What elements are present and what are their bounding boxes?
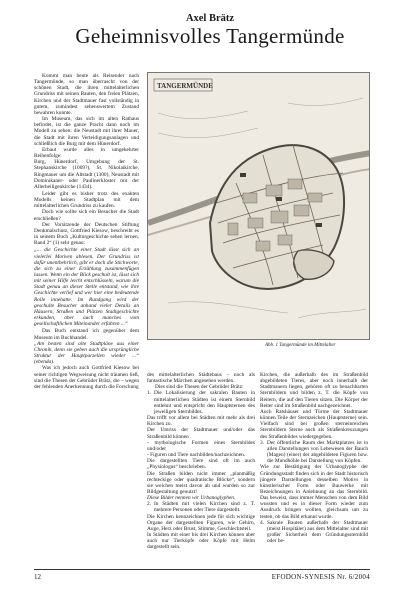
map-title: TANGERMÜNDE [157, 82, 213, 90]
paragraph: Der Umriss der Stadtmauer und/oder das Straßenbild können [147, 427, 255, 440]
paragraph: Die dargestellten Tiere sind oft im auch „Physiologus“ beschrieben. [147, 458, 255, 471]
paragraph: Das trifft vor allem bei Städten mit mehr als drei Kirchen zu. [147, 415, 255, 428]
list-number: 3. [260, 439, 265, 446]
paragraph: Dies sind die Thesen der Gebrüder Brätz: [155, 384, 244, 391]
paragraph: Das Buch entstand ich gegenüber dem Museum im Buchhandel. [34, 328, 139, 341]
paragraph: In Städten mit einer bis drei Kirchen können aber auch nur Tierköpfe oder Köpfe mit Helm dargestellt sein. [147, 532, 255, 551]
column-2 [147, 372, 255, 568]
paragraph: Wie zur Bestätigung der Urbanoglyphe der Gründungsstadt finden sich in der Stadt historisch jüngere Darstellungen desselben Motivs in künstlerischer Form oder Bauwerke mit Bezeichnungen in Anlehnung an das Sternbild. Das beweist, dass immer Menschen von dem Bild wussten und es in dieser Form wieder zum Ausdruck bringen wollten, gleichsam um zu testen, ob das Bild erkannt wurde. [260, 464, 368, 520]
paragraph: „Am besten sind alte Stadtpläne aus einer Chronik, denn sie geben auch die ursprüngliche Struktur der Hauptparzellen wieder ...“ (ebenda). [34, 340, 139, 366]
list-number: 1. [147, 390, 152, 397]
paragraph: - mythologische Formen eines Sternbildes und/oder [147, 439, 255, 452]
map-illustration [148, 73, 370, 340]
paragraph: Im Museum, das sich im alten Rathaus befindet, ist die ganze Pracht dann noch im Modell zu sehen: die Neustadt mit ihrer Mauer, die Stadt mit ihren Verteidigungsanlagen und schließlich die Burg mit dem Hünerdorf. [34, 116, 139, 147]
paragraph: Kirchen, die außerhalb des im Straßenbild abgebildeten Tieres, aber noch innerhalb der Stadtmauern liegen, gehören oft zu benachbarten Sternbildern und bilden z. T. die Köpfe von Reitern, die auf den Tieren sitzen. Die Körper der Reiter sind im Straßenbild nachgezeichnet. [260, 372, 368, 409]
paragraph: Die Kirchen kennzeichnen jede für sich wichtige Organe der dargestellten Figuren, wie Gehirn, Auge, Herz oder Brust, Stimme, Geschlechtsteil. [147, 513, 255, 532]
paragraph: Auch Ratshäuser und Türme der Stadtmauer können Teile der Sternzeichen (Hauptsterne) sein. Vielfach sind bei großen sterneinreichen Sternbildern Sterne auch als Straßenkreuzungen des Straßenbildes wiedergegeben. [260, 408, 368, 440]
paragraph: des mittelalterlichen Städtebaus – noch als fantastische Märchen angesehen werden. [147, 372, 255, 385]
paragraph: Kommt man heute als Reisender nach Tangermünde, so man überrascht von der schönen Stadt, die ihren mittelalterlichen Grundriss mit seinen Bauten, den freien Plätzen, Kirchen und der Stadtmauer fast vollständig in gutem, zumindest sehenswertem Zustand bewahren konnte. [34, 73, 139, 116]
column-1 [34, 73, 139, 568]
list-item [147, 501, 255, 513]
paragraph: Doch wie sollte sich ein Besucher die Stadt erschließen? [34, 209, 139, 222]
column-3 [260, 372, 368, 568]
journal-info: EFODON-SYNESIS Nr. 6/2004 [271, 573, 370, 581]
paragraph: Die Straßen bilden nicht immer „planmäßig rechteckige oder quadratische Blöcke“, sondern sie weichen meist davon ab und wurden so zur Bildgestaltung genutzt! [147, 470, 255, 495]
paragraph: Burg, Hünerdorf, Umgebung der St. Stephanskirche (1009?), St. Nikolaikirche, Ringmauer um die Altstadt (1300), Neustadt mit Dominikaner- oder Paulinerkloster mit der Allerheiligenkirche (1434). [34, 159, 139, 190]
paragraph: Was ich jedoch auch Gottfried Kiesow bei seiner richtigen Wegweisung nicht träumen ließ, sind die Thesen der Gebrüder Brätz, die – wegen der fehlenden Anerkennung durch die Forschung [34, 365, 139, 390]
list-text: Sakrale Bauten außerhalb der Stadtmauer (meist Hospitäler) aus dem Mittelalter sind mit großer Sicherheit dem Gründungssternbild oder be- [267, 519, 368, 545]
list-number: 4. [260, 519, 265, 526]
paragraph: Erbaut wurde alles in umgekehrter Reihenfolge: [34, 146, 139, 160]
footer-rule [34, 569, 370, 570]
list-item [260, 520, 368, 545]
list-text: Der öffentliche Raum des Marktplatzes ist in allen Darstellungen von Lebewesen der Bauch (Magen) (einer) der abgebildeten Figuren bzw. die Mundhöhle bei Darstellung von Köpfen. [267, 439, 368, 465]
paragraph: Leider gibt es bisher trotz des exakten Modells keinen Stadtplan mit dem mittelalterlichen Grundriss zu kaufen. [34, 190, 139, 210]
list-text: Die Lokalisierung der sakralen Bauten in mittelalterlichen Städten ist einem Sternbild entlehnt und entspricht den Hauptsternen des jeweiligen Sternbildes. [154, 390, 255, 415]
author-name: Axel Brätz [185, 13, 235, 24]
historic-map-figure [147, 72, 370, 340]
article-title: Geheimnisvolles Tangermünde [75, 24, 345, 48]
figure-caption: Abb. 1 Tangermünde im Mittelalter [265, 343, 336, 348]
paragraph: - Figuren und Tiere nachbilden/nachzeichnen. [147, 452, 246, 459]
paragraph: „... die Geschichte einer Stadt lässt sich an vielerlei Motiven ablesen. Der Grundriss ist dafür unentbehrlich, gibt er doch die Stichworte, die sich zu einer Erzählung zusammenfügen lassen. Wenn ein der Blick geschult ist, lässt sich mit seiner Hilfe leicht entschlüsseln, warum die Stadt genau an dieser Stelle entstand, wie ihre Geschichte verlief und wer hier eine bedeutende Rolle innehatte. Im Rundgang wird der geschulte Besucher anhand vieler Details an Häusern, Straßen und Plätzen Stadtgeschichte erkunden, aber auch manches vom gesellschaftlichen Miteinander erfahren ...“ [34, 247, 139, 328]
list-item [260, 440, 368, 465]
paragraph: Diese Bilder nennen wir Urbanoglyphen. [147, 495, 236, 502]
page-number: 12 [34, 573, 41, 581]
list-number: 2. [147, 501, 152, 508]
paragraph: Der Vorsitzende der Deutschen Stiftung Denkmalschutz, Gottfried Kiesow, beschreibt es in seinem Buch „Kulturgeschichte sehen lernen, Band 2“ (1) sehr genau: [34, 221, 139, 247]
list-item [147, 390, 255, 415]
list-text: In Städten mit vielen Kirchen sind z. T. mehrere Personen oder Tiere dargestellt. [154, 501, 255, 514]
